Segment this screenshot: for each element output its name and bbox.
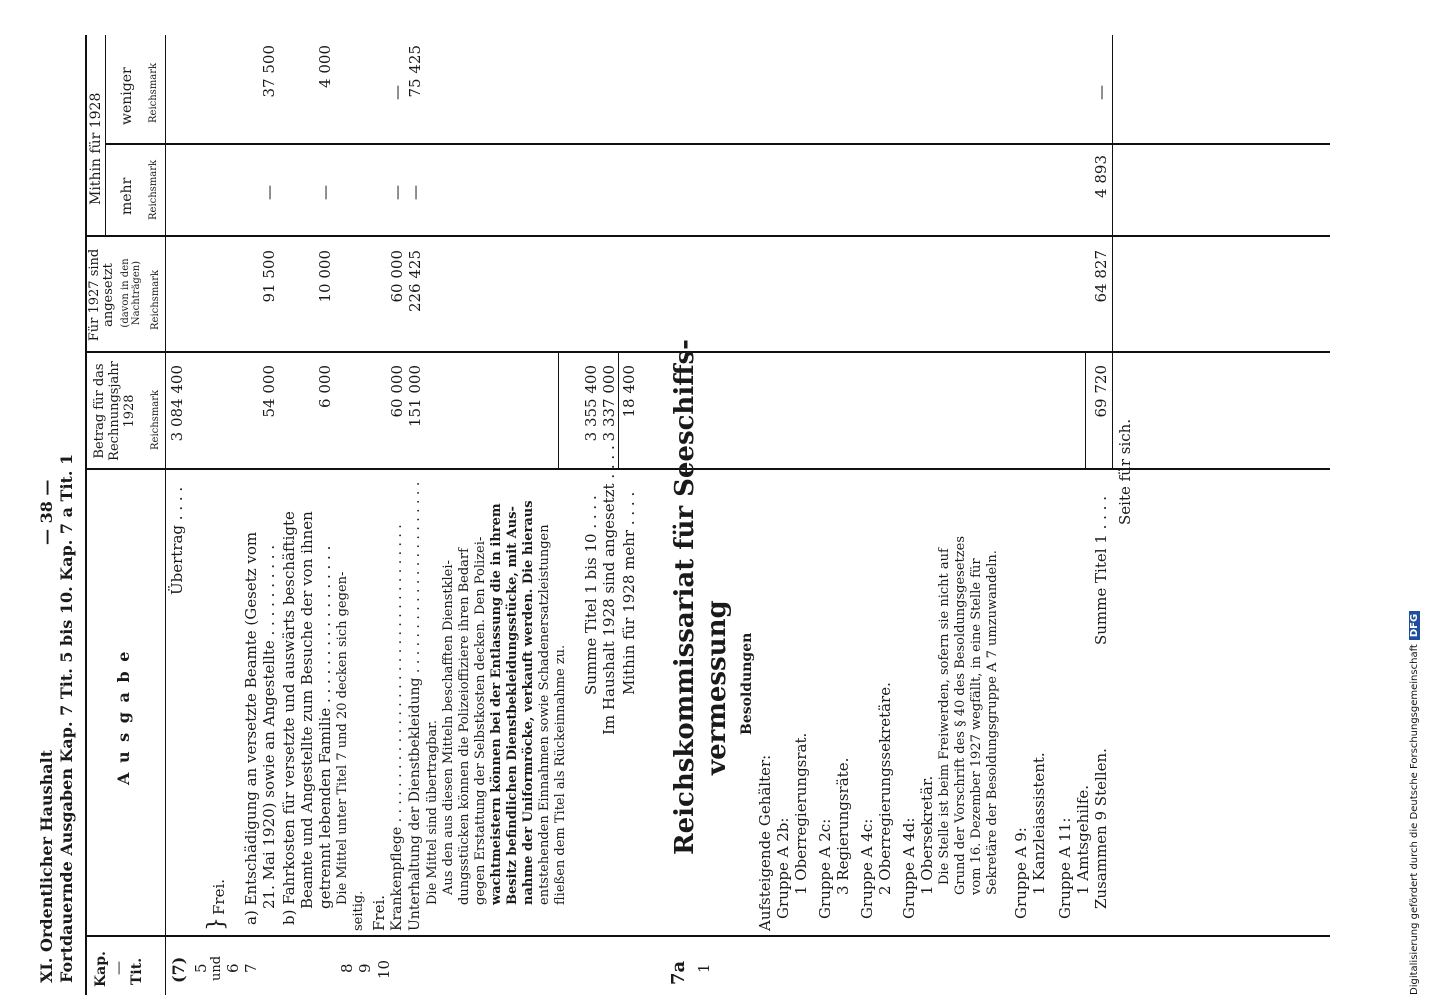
item-b-line3: getrennt lebenden Familie . . . . . . . . . . . . . . . . . [316,545,334,909]
note-line6: Besitz befindlichen Dienstbekleidungsstücke, mit Aus- [505,506,520,905]
item-b-mehr: — [316,185,334,200]
page-number: — 38 — [37,479,56,545]
col-head-betrag: Betrag für das Rechnungsjahr 1928 [92,361,137,461]
col-ausgabe-sep [85,468,1330,470]
kap-7: (7) [169,956,188,983]
mithin-1928-betrag: 18 400 [620,365,638,418]
summe-titel-1-mehr: 4 893 [1092,155,1110,198]
gruppe-a9-line: 1 Kanzleiassistent. [1030,752,1048,895]
item-a-weniger: 37 500 [260,45,278,98]
dfg-logo: DFG [1409,611,1420,640]
item-b-betrag: 6 000 [316,365,334,408]
note-line3: dungsstücken können die Polizeioffiziere ihren Bedarf [457,548,472,905]
gruppe-a4c: Gruppe A 4c: [858,818,876,919]
dfg-credit-text: Digitalisierung gefördert durch die Deutsche Forschungsgemeinschaft [1409,644,1420,995]
note-line1: Die Mittel sind übertragbar. [425,719,440,905]
summe-110-label: Summe Titel 1 bis 10 . . . . [582,495,600,695]
rotated-document-page [30,35,1350,995]
gruppe-a2c-line: 3 Regierungsräte. [834,757,852,895]
gruppe-a2b: Gruppe A 2b: [774,817,792,919]
col-head-tit: Tit. [129,957,145,985]
kranken-betrag: 60 000 [388,365,406,418]
dienst-1927: 226 425 [406,250,424,313]
tit-1: 1 [695,963,713,973]
mithin-1928-label: Mithin für 1928 mehr . . . . [620,491,638,695]
dienst-weniger: 75 425 [406,45,424,98]
col-head-mehr-unit: Reichsmark [148,159,159,220]
col-head-ausgabe: A u s g a b e [114,649,133,785]
section-title-line1: Reichskommissariat für Seeschiffs- [670,339,700,855]
besoldungen-heading: Besoldungen [739,632,755,735]
item-a-betrag: 54 000 [260,365,278,418]
col-head-mithin: Mithin für 1928 [88,92,104,205]
note-line8: entstehenden Einnahmen sowie Schadenersatzleistungen [537,524,552,905]
note-line9: fließen dem Titel als Rückeinnahme zu. [553,644,568,905]
item-b-line2: Beamte und Angestellte zum Besuche der von ihnen [298,511,316,909]
summe-titel-1-label: Summe Titel 1 . . . . [1092,496,1110,645]
summe-titel-1-betrag: 69 720 [1092,365,1110,418]
item-a-line1: a) Entschädigung an versetzte Beamte (Gesetz vom [242,531,260,925]
col-head-1927-unit: Reichsmark [150,269,161,330]
dienst-mehr: — [406,185,424,200]
header-subtitle: Fortdauernde Ausgaben Kap. 7 Tit. 5 bis 10. Kap. 7 a Tit. 1 [57,453,76,983]
summe-t1-rule [1085,353,1086,468]
dfg-credit [1409,611,1420,995]
section-title-line2: vermessung [702,600,732,775]
kranken-weniger: — [388,85,406,100]
a4d-note-2: Grund der Vorschrift des § 40 des Besoldungsgesetzes [953,536,968,895]
mithin-sub-rule [105,35,106,235]
tit-6: 6 [224,963,242,973]
col-head-1927-sub: (davon in den Nachträgen) [120,258,142,328]
gruppe-a4c-line: 2 Oberregierungssekretäre. [876,682,894,895]
gruppe-a4d: Gruppe A 4d: [900,817,918,919]
haushalt-1928-label: Im Haushalt 1928 sind angesetzt . . . . [600,445,618,735]
tit-9: 9 [356,963,374,973]
summe-titel-1-1927: 64 827 [1092,250,1110,303]
item-a-mehr: — [260,185,278,200]
col-kap-sep [85,935,1330,937]
col-head-kap-sep: — [111,961,127,975]
tit-10: 10 [375,959,393,979]
kranken-label: Krankenpflege . . . . . . . . . . . . . . . . . . . . . . . . . . . . . . . . . . [389,524,405,931]
gruppe-a11: Gruppe A 11: [1056,817,1074,919]
gruppe-a2b-line: 1 Oberregierungsrat. [792,732,810,895]
mittel-line2: seitig. [351,890,366,931]
kranken-mehr: — [388,185,406,200]
frei-1: Frei. [210,878,228,915]
a4d-note-1: Die Stelle ist beim Freiwerden, sofern sie nicht auf [937,548,952,885]
col-betrag-sep [85,351,1330,353]
note-line7: nahme der Uniformröcke, verkauft werden. Die hieraus [521,500,536,905]
tit-7: 7 [242,963,260,973]
item-b-1927: 10 000 [316,250,334,303]
a4d-note-3: vom 16. Dezember 1927 wegfällt, in eine Stelle für [969,558,984,895]
col-head-1927: Für 1927 sind angesetzt [87,248,116,342]
diff-rule [618,353,619,468]
table-header-rule [165,35,166,995]
col-mehr-sep [105,143,1330,145]
note-line4: gegen Erstattung der Selbstkosten decken. Den Polizei- [473,536,488,905]
summe-titel-1-weniger: — [1092,85,1110,100]
gruppe-a4d-line: 1 Obersekretär. [918,775,936,895]
tit-und: und [209,955,224,981]
a4d-note-4: Sekretäre der Besoldungsgruppe A 7 umzuwandeln. [985,550,1000,895]
gruppe-a2c: Gruppe A 2c: [816,818,834,919]
frei-2: Frei. [370,894,388,931]
haushalt-1928-betrag: 3 337 000 [600,365,618,442]
tit-5: 5 [192,963,210,973]
col-head-mehr: mehr [119,177,135,215]
header-title: XI. Ordentlicher Haushalt [37,749,56,983]
uebertrag-betrag: 3 084 400 [168,365,186,442]
kap-7a: 7a [668,960,689,985]
dienst-label: Unterhaltung der Dienstbekleidung . . . . . . . . . . . . . . . . . . . . . . [407,481,423,931]
item-b-line1: b) Fahrkosten für versetzte und auswärts beschäftigte [280,511,298,925]
seite-fuer-sich: Seite für sich. [1116,418,1134,525]
brace: } [204,917,229,931]
dienst-betrag: 151 000 [406,365,424,428]
kranken-1927: 60 000 [388,250,406,303]
aufsteigende-gehaelter: Aufsteigende Gehälter: [756,754,774,931]
uebertrag-label: Übertrag . . . . [168,486,186,595]
col-1927-sep [85,235,1330,237]
mittel-line1: Die Mittel unter Titel 7 und 20 decken sich gegen- [335,571,350,905]
gruppe-a11-line: 1 Amtsgehilfe. [1074,784,1092,895]
item-a-1927: 91 500 [260,250,278,303]
item-a-line2: 21. Mai 1920) sowie an Angestellte . . . . . . . . . . [260,544,278,909]
tit-8: 8 [338,963,356,973]
item-b-weniger: 4 000 [316,45,334,88]
summe-110-betrag: 3 355 400 [582,365,600,442]
col-head-weniger: weniger [119,67,135,125]
zusammen: Zusammen 9 Stellen. [1092,748,1110,909]
sum-rule [558,353,559,468]
gruppe-a9: Gruppe A 9: [1012,827,1030,919]
note-line5: wachtmeistern können bei der Entlassung die in ihrem [489,503,504,905]
col-head-kap: Kap. [93,951,109,987]
note-line2: Aus den aus diesen Mitteln beschafften Dienstklei- [441,560,456,895]
col-head-betrag-unit: Reichsmark [150,389,161,450]
table-bottom-rule [1112,35,1113,468]
col-head-weniger-unit: Reichsmark [148,62,159,123]
